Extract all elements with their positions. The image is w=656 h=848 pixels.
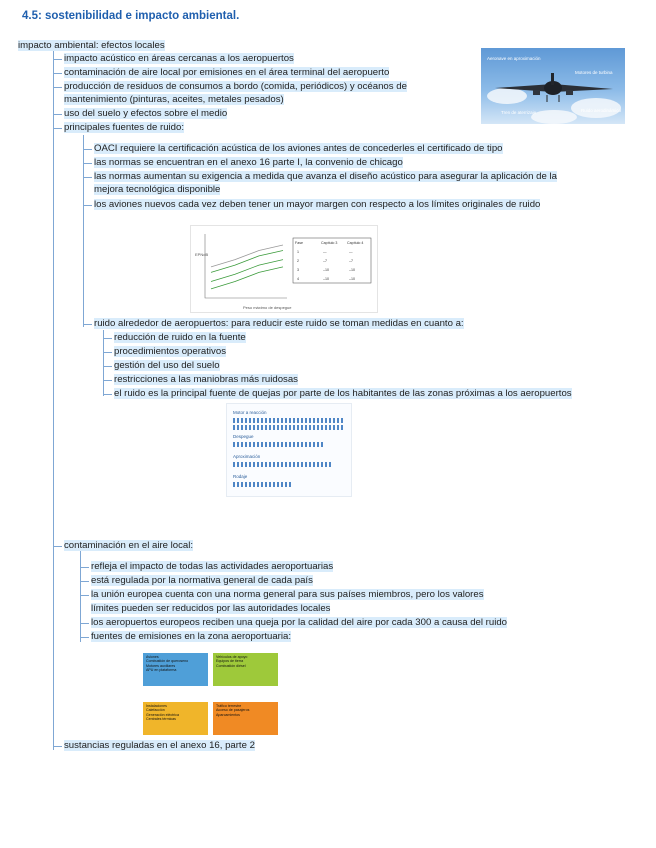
chart-xlabel: Peso máximo de despegue xyxy=(243,305,292,310)
photo-label: Aeronave en aproximación xyxy=(487,56,541,61)
figure-row-label: Aproximación xyxy=(233,454,261,459)
chart-series-line xyxy=(211,245,283,267)
chart-series-line xyxy=(211,260,283,282)
list-item: reducción de ruido en la fuente xyxy=(114,332,246,343)
figure-bar xyxy=(233,418,343,423)
figure-bar xyxy=(233,425,343,430)
emission-card-ground-vehicles: Vehículos de apoyo Equipos de tierra Combustión diésel xyxy=(213,653,278,686)
emission-card-aircraft: Aviones Combustión de queroseno Motores auxiliares APU en plataforma xyxy=(143,653,208,686)
tree-connector xyxy=(53,50,54,750)
chart-table-cell: 3 xyxy=(297,268,299,272)
tree-connector xyxy=(80,550,81,642)
airplane-photo xyxy=(481,48,625,124)
list-item: la unión europea cuenta con una norma general para sus países miembros, pero los valores xyxy=(91,589,484,600)
list-item: el ruido es la principal fuente de quejas por parte de los habitantes de las zonas próximas a los aeropuertos xyxy=(114,388,572,399)
chart-svg xyxy=(191,226,377,312)
list-item-continued: mantenimiento (pinturas, aceites, metales pesados) xyxy=(64,94,284,105)
chart-table-cell: –7 xyxy=(323,259,327,263)
list-item: impacto acústico en áreas cercanas a los aeropuertos xyxy=(64,53,294,64)
list-item: contaminación en el aire local: xyxy=(64,540,194,551)
list-item-continued: límites pueden ser reducidos por las autoridades locales xyxy=(91,603,331,614)
list-item: las normas aumentan su exigencia a medida que avanza el diseño acústico para asegurar la aplicación de la xyxy=(94,171,557,182)
photo-label: Ruido aerodinámico xyxy=(581,108,622,113)
emission-card-land-traffic: Tráfico terrestre Acceso de pasajeros Aparcamientos xyxy=(213,702,278,735)
photo-label: Tren de aterrizaje xyxy=(501,110,537,115)
photo-label: Motores de turbina xyxy=(575,70,613,75)
figure-bar xyxy=(233,462,333,467)
list-item: principales fuentes de ruido: xyxy=(64,122,184,133)
chart-table-cell: –7 xyxy=(349,259,353,263)
root-node: impacto ambiental: efectos locales xyxy=(18,40,165,51)
list-item: los aviones nuevos cada vez deben tener un mayor margen con respecto a los límites originales de ruido xyxy=(94,199,541,210)
chart-table-header: Capítulo 3 xyxy=(321,241,338,245)
figure-bar xyxy=(233,482,293,487)
chart-axes xyxy=(205,234,287,298)
list-item: gestión del uso del suelo xyxy=(114,360,220,371)
list-item: los aeropuertos europeos reciben una queja por la calidad del aire por cada 300 a causa del ruido xyxy=(91,617,508,628)
chart-table-cell: 1 xyxy=(297,250,299,254)
list-item: restricciones a las maniobras más ruidosas xyxy=(114,374,298,385)
chart-table-cell: –10 xyxy=(349,277,355,281)
noise-certification-chart xyxy=(190,225,378,313)
list-item-continued: mejora tecnológica disponible xyxy=(94,184,221,195)
page-title: 4.5: sostenibilidad e impacto ambiental. xyxy=(22,10,240,22)
figure-bar xyxy=(233,442,323,447)
chart-table-cell: 4 xyxy=(297,277,299,281)
figure-row-label: Rodaje xyxy=(233,474,248,479)
figure-row-label: Motor a reacción xyxy=(233,410,267,415)
noise-sources-figure xyxy=(226,403,352,497)
list-item: uso del suelo y efectos sobre el medio xyxy=(64,108,228,119)
list-item: OACI requiere la certificación acústica de los aviones antes de concederles el certificado de tipo xyxy=(94,143,503,154)
list-item: producción de residuos de consumos a bordo (comida, periódicos) y océanos de xyxy=(64,81,407,92)
list-item: las normas se encuentran en el anexo 16 parte I, la convenio de chicago xyxy=(94,157,403,168)
emission-card-facilities: Instalaciones Calefacción Generación eléctrica Centrales térmicas xyxy=(143,702,208,735)
list-item: ruido alrededor de aeropuertos: para reducir este ruido se toman medidas en cuanto a: xyxy=(94,318,464,329)
chart-table-header: Fase xyxy=(295,241,303,245)
chart-table-cell: — xyxy=(323,250,327,254)
chart-table-cell: –10 xyxy=(323,277,329,281)
chart-table-cell: 2 xyxy=(297,259,299,263)
list-item: está regulada por la normativa general de cada país xyxy=(91,575,313,586)
chart-table-header: Capítulo 4 xyxy=(347,241,364,245)
tree-connector xyxy=(103,330,104,396)
list-item: refleja el impacto de todas las actividades aeroportuarias xyxy=(91,561,334,572)
chart-table-cell: –10 xyxy=(323,268,329,272)
chart-table-cell: –10 xyxy=(349,268,355,272)
list-item: contaminación de aire local por emisiones en el área terminal del aeropuerto xyxy=(64,67,390,78)
chart-table-cell: — xyxy=(349,250,353,254)
chart-ylabel: EPNdB xyxy=(195,252,209,257)
list-item: fuentes de emisiones en la zona aeroportuaria: xyxy=(91,631,291,642)
figure-row-label: Despegue xyxy=(233,434,254,439)
list-item: sustancias reguladas en el anexo 16, parte 2 xyxy=(64,740,255,751)
list-item: procedimientos operativos xyxy=(114,346,226,357)
